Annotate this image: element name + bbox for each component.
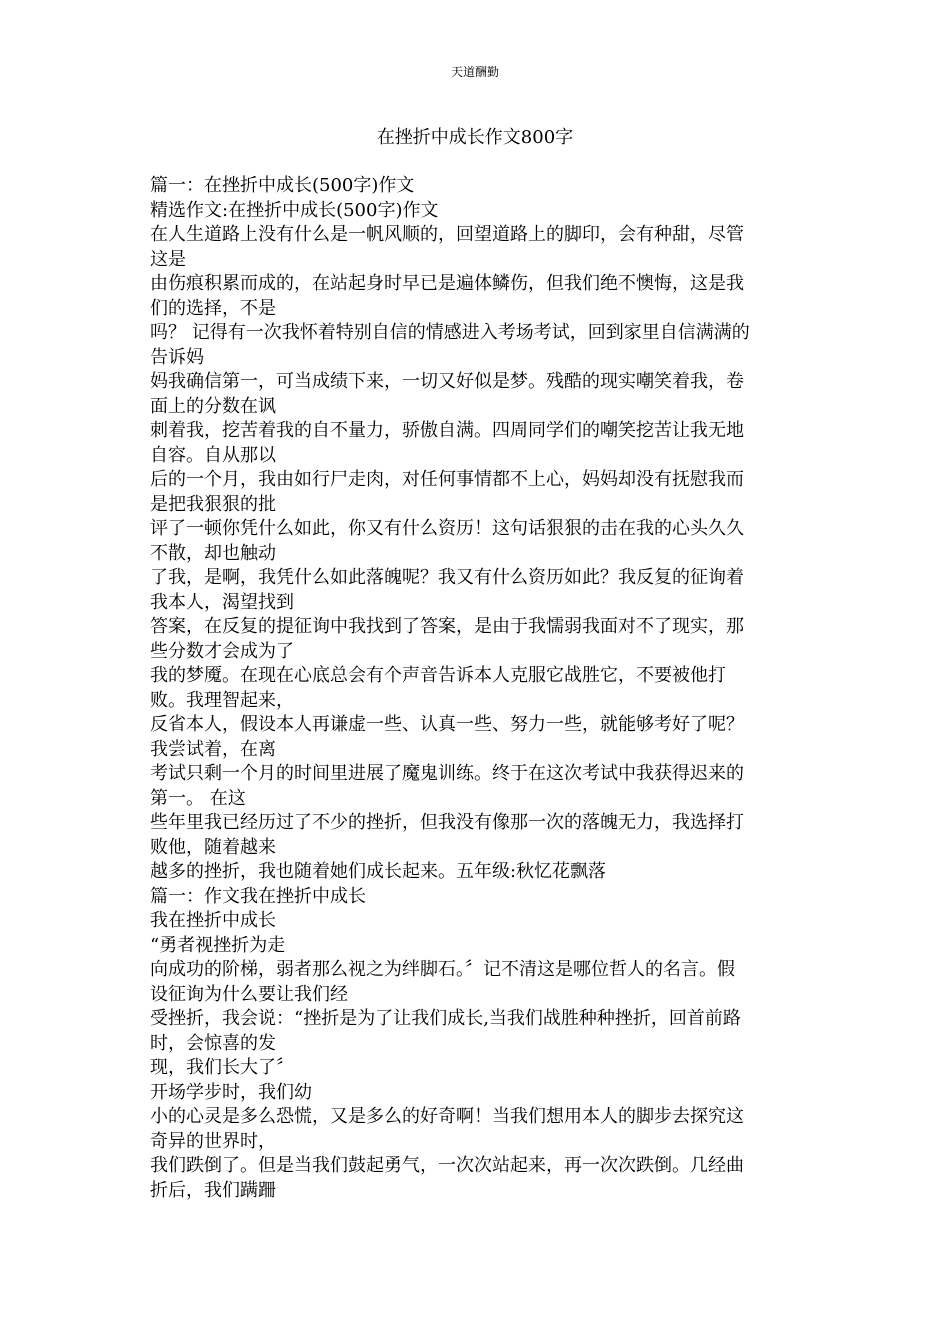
- text-line: 我在挫折中成长: [150, 910, 276, 931]
- text-line: 向成功的阶梯，弱者那么视之为绊脚石。〞记不清这是哪位哲人的名言。假: [150, 959, 735, 980]
- text-line: 由伤痕积累而成的，在站起身时早已是遍体鳞伤，但我们绝不懊悔，这是我: [150, 273, 744, 294]
- text-line: 后的一个月，我由如行尸走肉，对任何事情都不上心，妈妈却没有抚慰我而: [150, 469, 744, 490]
- text-line: 反省本人，假设本人再谦虚一些、认真一些、努力一些，就能够考好了呢？: [150, 714, 744, 735]
- text-line: 些年里我已经历过了不少的挫折，但我没有像那一次的落魄无力，我选择打: [150, 812, 744, 833]
- text-line: 我尝试着，在离: [150, 738, 276, 760]
- text-line: 答案，在反复的提征询中我找到了答案，是由于我懦弱我面对不了现实，那: [150, 616, 744, 637]
- text-line: 小的心灵是多么恐慌，又是多么的好奇啊！当我们想用本人的脚步去探究这: [150, 1106, 744, 1127]
- text-line: 妈我确信第一，可当成绩下来，一切又好似是梦。残酷的现实嘲笑着我，卷: [150, 371, 744, 392]
- text-line: 不散，却也触动: [150, 542, 276, 564]
- text-line: 第一。 在这: [150, 787, 246, 809]
- text-line: 告诉妈: [150, 346, 204, 368]
- text-line: 考试只剩一个月的时间里进展了魔鬼训练。终于在这次考试中我获得迟来的: [150, 763, 744, 784]
- text-line: 现，我们长大了〞: [150, 1057, 294, 1078]
- document-body: [150, 174, 800, 1203]
- text-line: 设征询为什么要让我们经: [150, 983, 348, 1005]
- text-line: 了我，是啊，我凭什么如此落魄呢？我又有什么资历如此？我反复的征询着: [150, 567, 744, 588]
- page-header: 天道酬勤: [450, 65, 499, 79]
- text-line: 是把我狠狠的批: [150, 493, 276, 515]
- text-line: 这是: [150, 248, 186, 270]
- text-line: 吗？ 记得有一次我怀着特别自信的情感进入考场考试，回到家里自信满满的: [150, 322, 750, 343]
- text-line: 在人生道路上没有什么是一帆风顺的，回望道路上的脚印，会有种甜，尽管: [150, 224, 744, 245]
- text-line: 受挫折，我会说：“挫折是为了让我们成长,当我们战胜种种挫折，回首前路: [150, 1008, 741, 1029]
- text-line: 开场学步时，我们幼: [150, 1081, 312, 1103]
- text-line: “勇者视挫折为走: [150, 934, 286, 956]
- text-line: 篇一：在挫折中成长(500字)作文: [150, 175, 415, 196]
- text-line: 刺着我，挖苦着我的自不量力，骄傲自满。四周同学们的嘲笑挖苦让我无地: [150, 420, 744, 441]
- text-line: 评了一顿你凭什么如此，你又有什么资历！这句话狠狠的击在我的心头久久: [150, 518, 744, 539]
- document-title: 在挫折中成长作文800字: [376, 127, 574, 148]
- text-line: 奇异的世界时，: [150, 1130, 276, 1152]
- text-line: 面上的分数在讽: [150, 395, 276, 417]
- text-line: 我本人，渴望找到: [150, 591, 294, 613]
- text-line: 我们跌倒了。但是当我们鼓起勇气，一次次站起来，再一次次跌倒。几经曲: [150, 1155, 744, 1176]
- text-line: 些分数才会成为了: [150, 640, 294, 662]
- text-line: 自容。自从那以: [150, 444, 276, 466]
- text-line: 时，会惊喜的发: [150, 1032, 276, 1054]
- text-line: 我的梦魇。在现在心底总会有个声音告诉本人克服它战胜它，不要被他打: [150, 665, 726, 686]
- text-line: 们的选择，不是: [150, 297, 276, 319]
- text-line: 败他，随着越来: [150, 836, 276, 858]
- text-line: 篇一：作文我在挫折中成长: [150, 885, 366, 907]
- text-line: 越多的挫折，我也随着她们成长起来。五年级:秋忆花飘落: [150, 861, 607, 882]
- text-line: 败。我理智起来，: [150, 689, 294, 711]
- text-line: 折后，我们蹒跚: [150, 1179, 276, 1201]
- text-line: 精选作文:在挫折中成长(500字)作文: [150, 199, 439, 221]
